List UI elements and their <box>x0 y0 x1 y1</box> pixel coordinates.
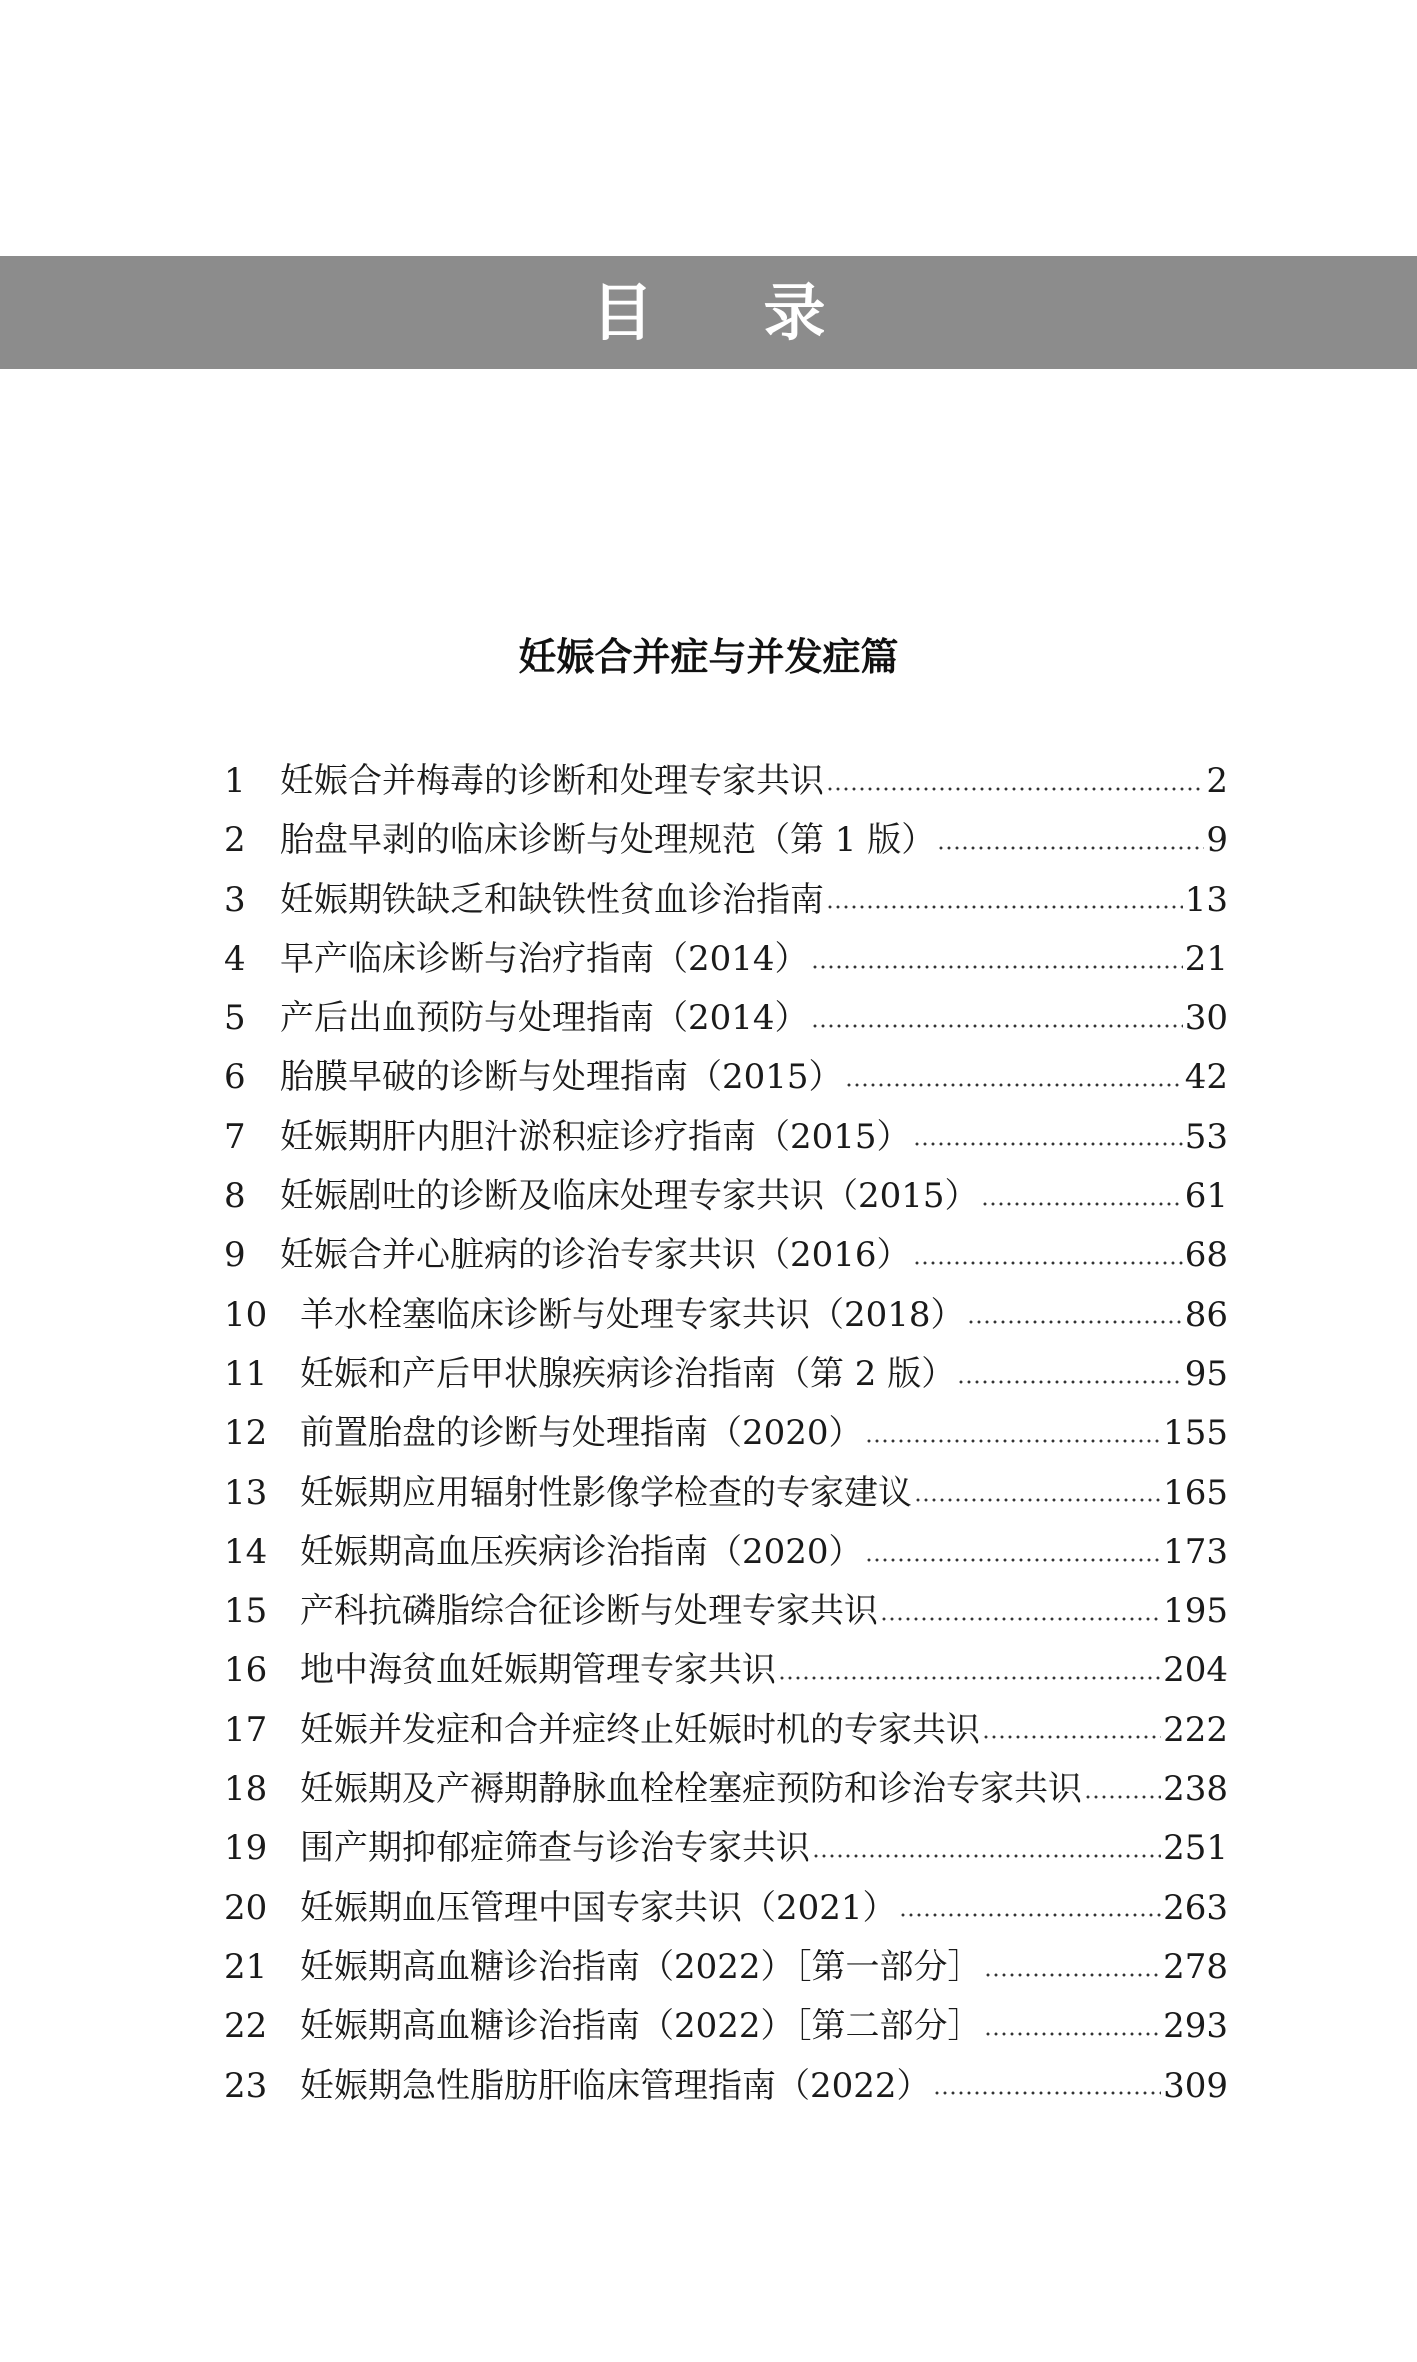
toc-entry-number: 22 <box>224 2006 268 2047</box>
toc-entry-title: 妊娠期高血糖诊治指南（2022）［第二部分］ <box>300 2006 982 2047</box>
toc-entry-page: 2 <box>1206 761 1228 801</box>
toc-entry[interactable] <box>224 1879 1228 1938</box>
toc-entry-page: 293 <box>1163 2006 1228 2047</box>
toc-entry-number: 23 <box>224 2065 268 2106</box>
header-banner <box>0 256 1417 369</box>
dot-leader <box>845 1081 1183 1089</box>
toc-entry-page: 9 <box>1206 820 1228 861</box>
toc-entry-page: 13 <box>1184 879 1228 920</box>
toc-entry[interactable] <box>224 1938 1228 1997</box>
toc-entry[interactable] <box>224 1404 1228 1463</box>
toc-entry-title: 妊娠期应用辐射性影像学检查的专家建议 <box>300 1472 912 1513</box>
toc-entry-page: 309 <box>1163 2065 1228 2106</box>
toc-entry-number: 19 <box>224 1828 268 1869</box>
toc-entry-title: 妊娠期高血压疾病诊治指南（2020） <box>300 1531 863 1572</box>
toc-entry[interactable] <box>224 1997 1228 2056</box>
dot-leader <box>981 1200 1183 1208</box>
dot-leader <box>778 1674 1161 1682</box>
toc-entry-number: 15 <box>224 1591 268 1632</box>
toc-entry-number: 21 <box>224 1946 268 1987</box>
toc-entry-title: 妊娠期铁缺乏和缺铁性贫血诊治指南 <box>280 879 824 920</box>
toc-entry-title: 妊娠剧吐的诊断及临床处理专家共识（2015） <box>280 1176 979 1217</box>
toc-entry-page: 30 <box>1184 998 1228 1039</box>
toc-entry-title: 胎盘早剥的临床诊断与处理规范（第 1 版） <box>280 820 936 861</box>
toc-entry-number: 8 <box>224 1176 246 1217</box>
toc-entry-title: 妊娠和产后甲状腺疾病诊治指南（第 2 版） <box>300 1353 956 1394</box>
toc-entry-page: 21 <box>1184 938 1228 979</box>
dot-leader <box>933 2089 1162 2097</box>
toc-entry-title: 妊娠期及产褥期静脉血栓栓塞症预防和诊治专家共识 <box>300 1769 1082 1810</box>
toc-entry[interactable] <box>224 1048 1228 1107</box>
dot-leader <box>812 1852 1161 1860</box>
toc-entry-page: 238 <box>1163 1769 1228 1810</box>
toc-entry[interactable] <box>224 1226 1228 1285</box>
toc-entry-title: 妊娠期高血糖诊治指南（2022）［第一部分］ <box>300 1946 982 1987</box>
toc-entry[interactable] <box>224 811 1228 870</box>
toc-entry-number: 18 <box>224 1769 268 1810</box>
dot-leader <box>967 1318 1183 1326</box>
toc-entry[interactable] <box>224 1286 1228 1345</box>
toc-entry-number: 5 <box>224 998 246 1039</box>
toc-entry[interactable] <box>224 752 1228 811</box>
toc-entry-page: 42 <box>1184 1057 1228 1098</box>
dot-leader <box>937 844 1204 852</box>
toc-entry-page: 278 <box>1163 1946 1228 1987</box>
toc-entry-number: 2 <box>224 820 246 861</box>
toc-entry-title: 前置胎盘的诊断与处理指南（2020） <box>300 1413 863 1454</box>
toc-entry-page: 61 <box>1184 1176 1228 1217</box>
toc-entry-page: 173 <box>1163 1531 1228 1572</box>
toc-entry-page: 95 <box>1184 1353 1228 1394</box>
toc-entry-number: 4 <box>224 938 246 979</box>
toc-entry-number: 10 <box>224 1294 268 1335</box>
toc-entry[interactable] <box>224 1819 1228 1878</box>
toc-entry-page: 222 <box>1163 1709 1228 1750</box>
toc-entry-title: 产科抗磷脂综合征诊断与处理专家共识 <box>300 1591 878 1632</box>
dot-leader <box>826 903 1183 911</box>
toc-entry-number: 20 <box>224 1887 268 1928</box>
table-of-contents <box>224 752 1228 2116</box>
toc-entry-title: 胎膜早破的诊断与处理指南（2015） <box>280 1057 843 1098</box>
toc-entry-number: 13 <box>224 1472 268 1513</box>
toc-entry[interactable] <box>224 1760 1228 1819</box>
toc-entry-number: 12 <box>224 1413 268 1454</box>
dot-leader <box>826 785 1204 793</box>
dot-leader <box>865 1437 1162 1445</box>
toc-entry-number: 14 <box>224 1531 268 1572</box>
toc-entry[interactable] <box>224 1641 1228 1700</box>
toc-entry[interactable] <box>224 1701 1228 1760</box>
dot-leader <box>957 1378 1182 1386</box>
toc-entry-title: 妊娠期肝内胆汁淤积症诊疗指南（2015） <box>280 1116 911 1157</box>
toc-entry[interactable] <box>224 1464 1228 1523</box>
toc-entry-page: 68 <box>1184 1235 1228 1276</box>
dot-leader <box>984 2030 1162 2038</box>
dot-leader <box>811 1022 1183 1030</box>
toc-entry-title: 妊娠并发症和合并症终止妊娠时机的专家共识 <box>300 1709 980 1750</box>
toc-entry[interactable] <box>224 1345 1228 1404</box>
toc-entry[interactable] <box>224 1582 1228 1641</box>
toc-entry-title: 妊娠合并梅毒的诊断和处理专家共识 <box>280 761 824 801</box>
toc-entry-title: 早产临床诊断与治疗指南（2014） <box>280 938 809 979</box>
toc-entry[interactable] <box>224 2057 1228 2116</box>
toc-entry-title: 羊水栓塞临床诊断与处理专家共识（2018） <box>300 1294 965 1335</box>
toc-entry-page: 155 <box>1163 1413 1228 1454</box>
dot-leader <box>913 1259 1183 1267</box>
toc-entry-page: 263 <box>1163 1887 1228 1928</box>
toc-entry-page: 165 <box>1163 1472 1228 1513</box>
toc-entry[interactable] <box>224 1523 1228 1582</box>
toc-entry-title: 产后出血预防与处理指南（2014） <box>280 998 809 1039</box>
toc-entry-title: 围产期抑郁症筛查与诊治专家共识 <box>300 1828 810 1869</box>
dot-leader <box>865 1556 1162 1564</box>
toc-entry-page: 195 <box>1163 1591 1228 1632</box>
toc-entry[interactable] <box>224 1108 1228 1167</box>
dot-leader <box>982 1733 1161 1741</box>
dot-leader <box>914 1496 1161 1504</box>
toc-entry-number: 1 <box>224 761 246 801</box>
page-title: 目录 <box>591 275 936 349</box>
dot-leader <box>913 1140 1183 1148</box>
toc-entry[interactable] <box>224 871 1228 930</box>
dot-leader <box>984 1971 1162 1979</box>
toc-entry-number: 17 <box>224 1709 268 1750</box>
toc-entry-number: 16 <box>224 1650 268 1691</box>
toc-entry-title: 妊娠期血压管理中国专家共识（2021） <box>300 1887 897 1928</box>
toc-entry-number: 6 <box>224 1057 246 1098</box>
dot-leader <box>899 1911 1162 1919</box>
toc-entry-page: 204 <box>1163 1650 1228 1691</box>
toc-entry[interactable] <box>224 989 1228 1048</box>
dot-leader <box>811 963 1183 971</box>
toc-entry[interactable] <box>224 1167 1228 1226</box>
toc-entry-number: 11 <box>224 1353 268 1394</box>
dot-leader <box>1084 1793 1161 1801</box>
toc-entry-number: 9 <box>224 1235 246 1276</box>
toc-entry-number: 3 <box>224 879 246 920</box>
toc-entry-title: 妊娠合并心脏病的诊治专家共识（2016） <box>280 1235 911 1276</box>
toc-entry-page: 53 <box>1184 1116 1228 1157</box>
toc-entry-page: 86 <box>1184 1294 1228 1335</box>
dot-leader <box>880 1615 1161 1623</box>
toc-entry-number: 7 <box>224 1116 246 1157</box>
toc-entry-title: 地中海贫血妊娠期管理专家共识 <box>300 1650 776 1691</box>
toc-entry[interactable] <box>224 930 1228 989</box>
toc-entry-title: 妊娠期急性脂肪肝临床管理指南（2022） <box>300 2065 931 2106</box>
section-heading: 妊娠合并症与并发症篇 <box>518 635 899 679</box>
toc-entry-page: 251 <box>1163 1828 1228 1869</box>
